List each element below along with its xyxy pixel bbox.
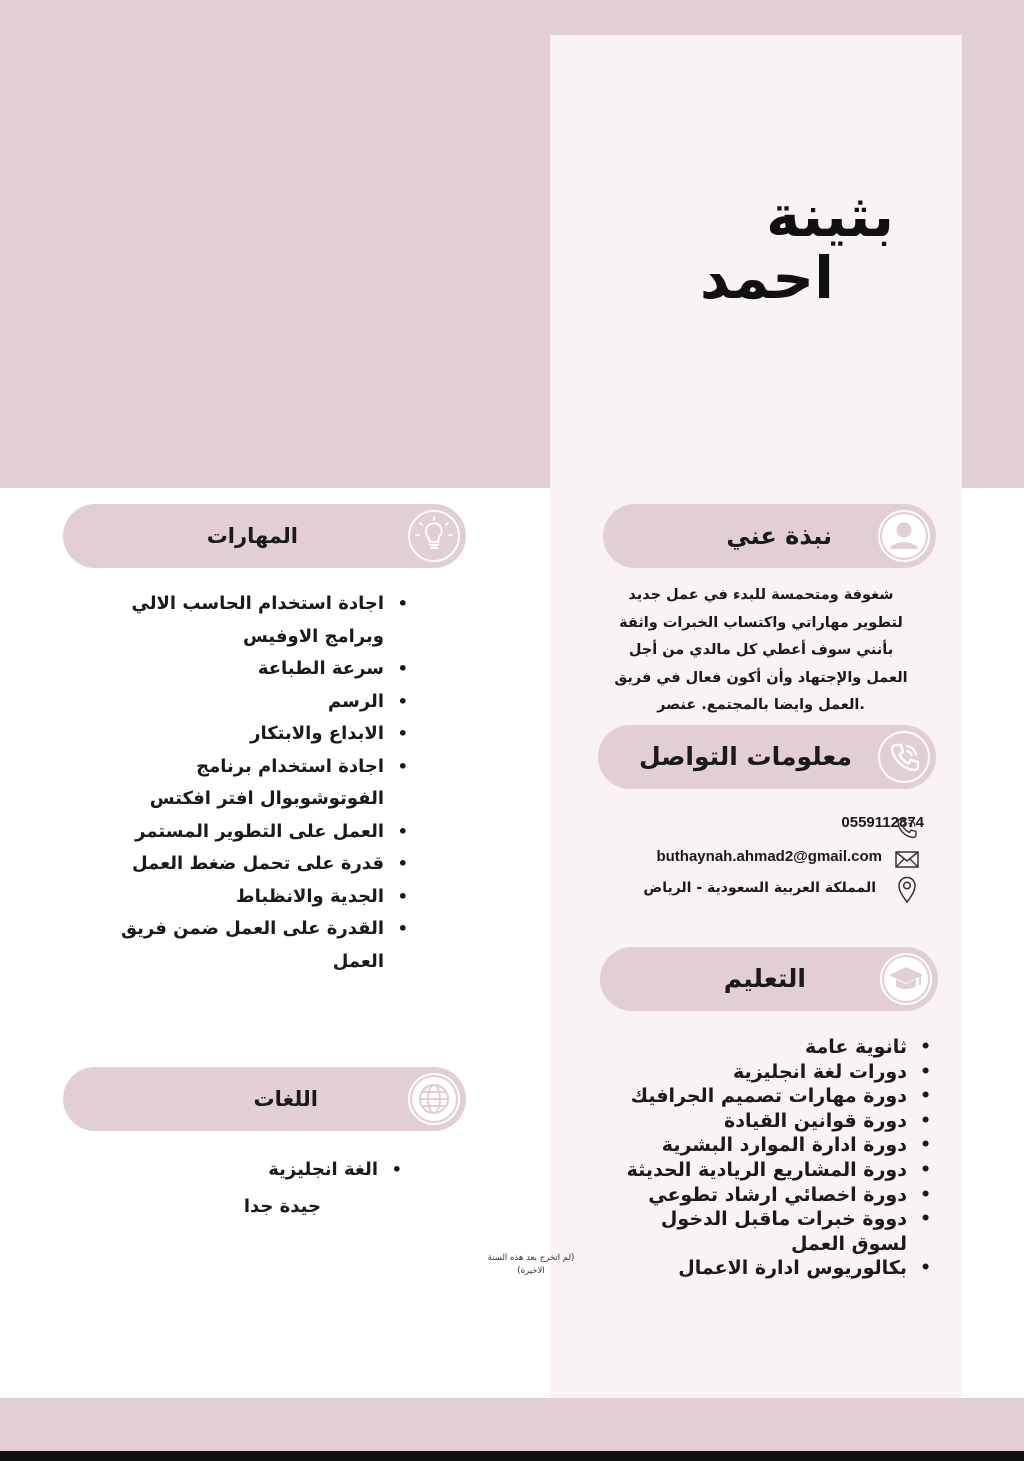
skill-item: • اجادة استخدام برنامج الفوتوشوبوال افتر افكتس — [144, 751, 384, 816]
about-line: العمل والإجتهاد وأن أكون فعال في فريق — [614, 669, 908, 686]
education-list — [487, 1035, 907, 1281]
education-item: • دورة قوانين القيادة — [577, 1109, 907, 1134]
phone-icon — [878, 731, 930, 783]
contact-email-row — [656, 848, 882, 865]
education-item: • دورة ادارة الموارد البشرية — [577, 1133, 907, 1158]
skills-list — [84, 588, 384, 978]
skill-item: • سرعة الطباعة — [84, 653, 384, 686]
mail-icon — [893, 845, 921, 873]
skill-item: • قدرة على تحمل ضغط العمل — [84, 848, 384, 881]
languages-title: اللغات — [253, 1087, 318, 1111]
about-line: شغوفة ومتحمسة للبدء في عمل جديد — [628, 587, 894, 603]
education-item: • دورة المشاريع الريادية الحديثة — [577, 1158, 907, 1183]
education-title: التعليم — [723, 964, 806, 993]
location-pin-icon — [893, 873, 921, 905]
language-level: جيدة جدا — [243, 1196, 321, 1217]
skill-item: • الابداع والابتكار — [84, 718, 384, 751]
lightbulb-icon — [408, 510, 460, 562]
skills-title: المهارات — [206, 524, 298, 548]
about-line: بأنني سوف أعطي كل مالدي من أجل — [628, 642, 894, 658]
phone-small-icon — [893, 814, 921, 842]
email-address[interactable]: buthaynah.ahmad2@gmail.com — [656, 848, 882, 865]
skill-item: • القدرة على العمل ضمن فريق العمل — [114, 913, 384, 978]
education-item: • دورة اخصائي ارشاد تطوعي — [577, 1183, 907, 1208]
skill-item: • الرسم — [84, 686, 384, 719]
education-item: • دورة مهارات تصميم الجرافيك — [577, 1084, 907, 1109]
language-item: • الغة انجليزية — [178, 1156, 378, 1184]
education-item: • دورات لغة انجليزية — [577, 1060, 907, 1085]
graduation-note: (لم اتخرج بعد هذه السنة الاخيرة) — [487, 1253, 575, 1277]
contact-location-row — [643, 880, 876, 896]
location-text: المملكة العربية السعودية - الرياض — [643, 880, 876, 896]
last-name: احمد — [699, 244, 834, 312]
education-header — [600, 947, 938, 1011]
about-line: .العمل وايضا بالمجتمع. عنصر — [657, 697, 865, 713]
skill-item: • الجدية والانظباط — [84, 881, 384, 914]
about-title: نبذة عني — [726, 522, 832, 550]
graduation-cap-icon — [880, 953, 932, 1005]
footer-band — [0, 1398, 1024, 1451]
first-name: بثينة — [766, 182, 894, 250]
education-item: • دووة خبرات ماقبل الدخول لسوق العمل — [657, 1207, 907, 1256]
languages-list — [178, 1156, 378, 1184]
phone-number[interactable]: 0559112874 — [841, 814, 924, 831]
about-line: لتطوير مهاراتي واكتساب الخبرات واثقة — [619, 614, 903, 631]
skills-header — [63, 504, 466, 568]
user-icon — [878, 510, 930, 562]
about-text — [610, 582, 912, 720]
bachelor-label: بكالوريوس ادارة الاعمال — [678, 1257, 907, 1280]
education-item-bachelor — [487, 1253, 907, 1281]
contact-header — [598, 725, 936, 789]
education-item: • ثانوية عامة — [577, 1035, 907, 1060]
globe-icon — [408, 1073, 460, 1125]
footer-bar — [0, 1451, 1024, 1461]
languages-header — [63, 1067, 466, 1131]
contact-title: معلومات التواصل — [638, 742, 852, 771]
full-name — [699, 182, 894, 312]
skill-item: • اجادة استخدام الحاسب الالي وبرامج الاوفيس — [114, 588, 384, 653]
about-header — [603, 504, 936, 568]
skill-item: • العمل على التطوير المستمر — [84, 816, 384, 849]
